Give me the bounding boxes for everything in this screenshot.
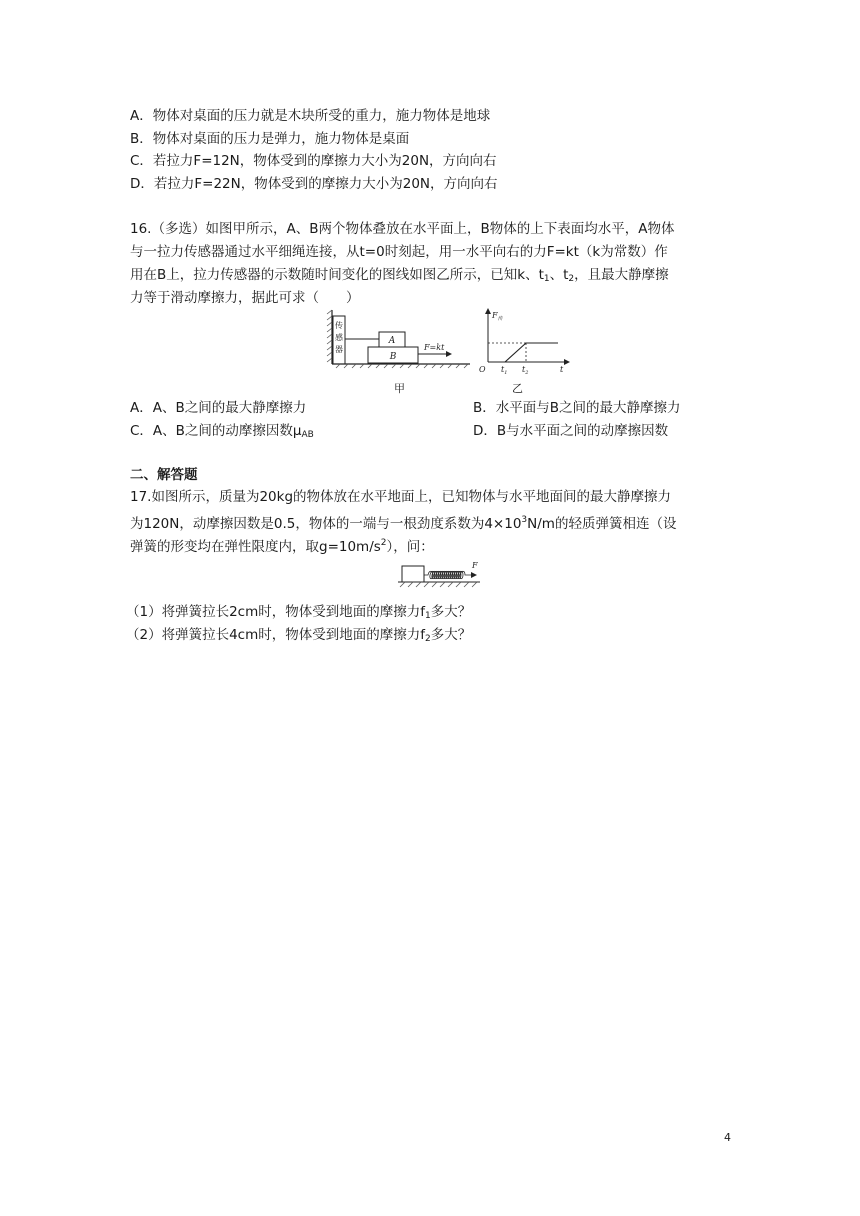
- figure-yi-caption: 乙: [512, 382, 523, 395]
- q17-stem-line-2: 为120N，动摩擦因数是0.5，物体的一端与一根劲度系数为$4\times 10^3N/m$的轻质弹簧相连（设: [130, 515, 677, 532]
- q16-option-a: A．A、B之间的最大静摩擦力: [130, 400, 307, 416]
- sensor-reading-curve: [488, 343, 558, 362]
- q17-stem-line-1: 17.如图所示，质量为20kg的物体放在水平地面上，已知物体与水平地面间的最大静摩擦力: [130, 489, 672, 505]
- q16-option-b: B．水平面与B之间的最大静摩擦力: [473, 400, 681, 416]
- spring: [424, 571, 472, 579]
- force-label: F: [472, 561, 478, 570]
- block-a-label: A: [388, 336, 396, 346]
- sensor-label-2: 感: [335, 333, 343, 342]
- q17-stem-line-3: 弹簧的形变均在弹性限度内，取$g=10m/s^2$），问：: [130, 538, 434, 555]
- figure-jia: [326, 306, 474, 370]
- origin-label: O: [479, 365, 486, 374]
- block-b-label: B: [389, 352, 397, 362]
- x-axis-label: t: [560, 365, 564, 374]
- q15-option-b: B．物体对桌面的压力是弹力，施力物体是桌面: [130, 131, 410, 147]
- spring-block-figure: [396, 558, 484, 592]
- q17-sub-1: （1）将弹簧拉长2cm时，物体受到地面的摩擦力$f_1$多大？: [126, 604, 472, 621]
- section-heading: 二、解答题: [130, 467, 198, 483]
- q16-option-c: C．A、B之间的动摩擦因数$\mu_{AB}$: [130, 423, 314, 440]
- q16-option-d: D．B与水平面之间的动摩擦因数: [473, 423, 669, 439]
- q16-stem-line-4: 力等于滑动摩擦力，据此可求（ ）: [130, 290, 360, 306]
- figure-yi: [478, 306, 574, 376]
- force-label: F=kt: [424, 343, 445, 352]
- q17-sub-2: （2）将弹簧拉长4cm时，物体受到地面的摩擦力$f_2$多大？: [126, 627, 472, 644]
- q15-option-c: C．若拉力F=12N，物体受到的摩擦力大小为20N，方向向右: [130, 153, 497, 169]
- sensor-label-1: 传: [335, 321, 343, 330]
- force-arrow-head: [471, 572, 477, 578]
- figure-jia-caption: 甲: [394, 382, 405, 395]
- sensor-label-3: 器: [335, 345, 343, 354]
- t2-label: $t_2$: [522, 365, 529, 376]
- page-number: 4: [724, 1131, 731, 1144]
- t1-label: $t_1$: [501, 365, 508, 376]
- q15-option-a: A．物体对桌面的压力就是木块所受的重力，施力物体是地球: [130, 108, 491, 124]
- q15-option-d: D．若拉力F=22N，物体受到的摩擦力大小为20N，方向向右: [130, 176, 498, 192]
- q16-stem-line-3: 用在B上，拉力传感器的示数随时间变化的图线如图乙所示，已知k、$t_1$、$t_2$，且最大静摩擦: [130, 267, 669, 284]
- q16-stem-line-2: 与一拉力传感器通过水平细绳连接，从t=0时刻起，用一水平向右的力F=kt（k为常数）作: [130, 244, 668, 260]
- y-axis-label: $F_传$: [492, 311, 503, 322]
- q16-stem-line-1: 16.（多选）如图甲所示，A、B两个物体叠放在水平面上，B物体的上下表面均水平，A物体: [130, 221, 675, 237]
- block: [402, 566, 424, 582]
